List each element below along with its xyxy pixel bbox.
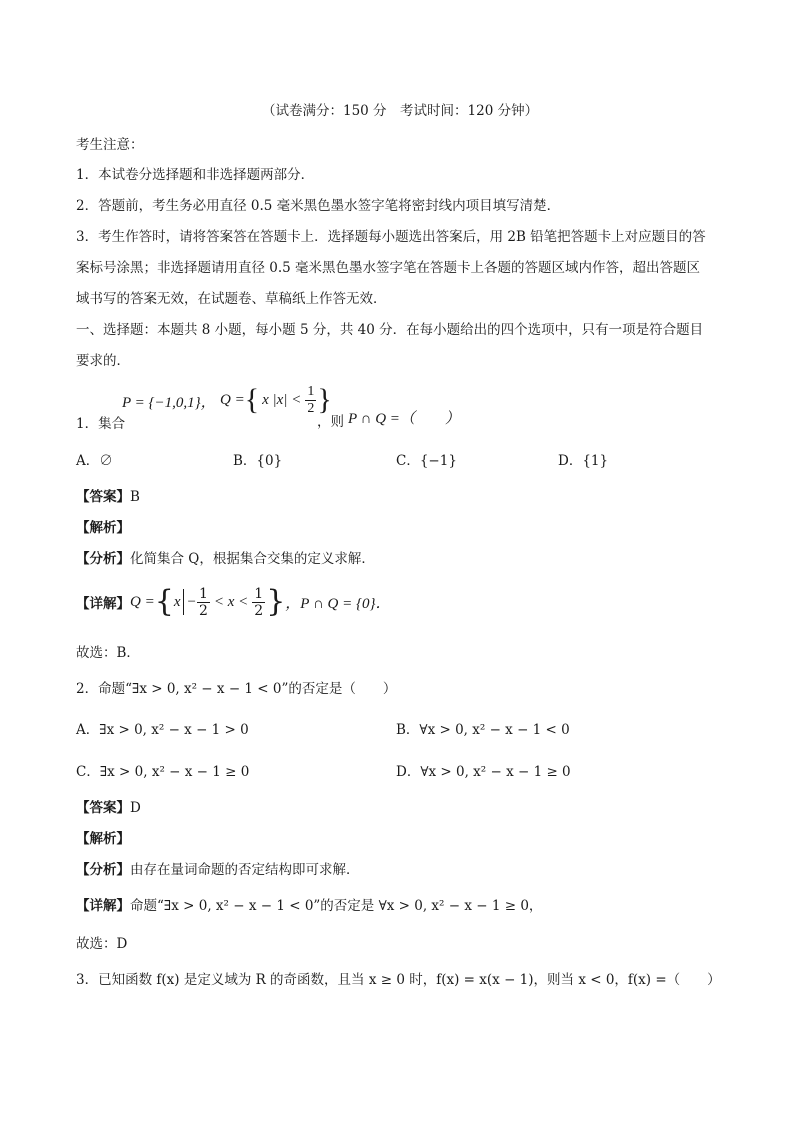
q1-detail-frac-2-num: 1	[254, 585, 264, 602]
q1-detail-q: Q =	[130, 593, 155, 610]
q1-detail-frac-2-den: 2	[254, 602, 264, 619]
q2-fenxi-tag: 【分析】	[76, 862, 130, 878]
q2-detail	[76, 894, 542, 914]
q1-set-q-left: Q =	[220, 391, 245, 408]
notice-item-2: 2．答题前，考生务必用直径 0.5 毫米黑色墨水签字笔将密封线内项目填写清楚．	[76, 198, 561, 214]
q1-frac-num: 1	[307, 383, 315, 399]
q1-detail-cond-mid: < x <	[213, 593, 249, 610]
q1-option-b: B．{0}	[233, 453, 283, 469]
q1-then: ，则	[317, 414, 344, 430]
q2-option-b: B．∀x > 0, x² − x − 1 < 0	[396, 722, 570, 738]
q1-frac-den: 2	[307, 400, 315, 416]
notice-item-3-cont: 案标号涂黑；非选择题请用直径 0.5 毫米黑色墨水签字笔在答题卡上各题的答题区域内作答，超出答题区	[76, 260, 701, 276]
q1-detail	[76, 578, 390, 626]
q2-option-a: A．∃x > 0, x² − x − 1 > 0	[76, 722, 249, 738]
q1-fenxi	[76, 547, 375, 567]
q1-option-c: C．{−1}	[396, 453, 457, 469]
q1-set-p: P = {−1,0,1}，	[122, 395, 216, 411]
q2-option-d: D．∀x > 0, x² − x − 1 ≥ 0	[396, 764, 571, 780]
q1-fenxi-text: 化简集合 Q，根据集合交集的定义求解．	[130, 551, 375, 567]
q2-analysis-tag: 【解析】	[76, 831, 130, 847]
q2-conclusion: 故选：D	[76, 936, 128, 952]
q1-answer-value: B	[130, 489, 140, 505]
q1-set-q-cond: x |x| <	[262, 391, 302, 408]
q1-detail-frac-1-num: 1	[198, 585, 208, 602]
q1-answer	[76, 485, 140, 505]
q2-fenxi-text: 由存在量词命题的否定结构即可求解．	[130, 862, 360, 878]
q1-number: 1．集合	[76, 416, 126, 432]
detail-right-brace-glyph: }	[266, 584, 286, 619]
q1-intersection: P ∩ Q =（ ）	[348, 411, 460, 427]
q1-option-a: A．∅	[76, 453, 113, 469]
detail-left-brace-glyph: {	[154, 584, 174, 619]
q2-answer	[76, 796, 141, 816]
q2-option-c: C．∃x > 0, x² − x − 1 ≥ 0	[76, 764, 250, 780]
q1-detail-frac-2	[252, 587, 265, 618]
section-heading-cont: 要求的．	[76, 353, 130, 369]
q1-detail-frac-1	[197, 587, 210, 618]
left-brace-glyph: {	[244, 383, 260, 416]
notice-item-1: 1．本试卷分选择题和非选择题两部分．	[76, 167, 315, 183]
q1-set-q	[220, 380, 332, 420]
q1-detail-result: ，P ∩ Q = {0}．	[285, 595, 391, 612]
notice-item-3-end: 域书写的答案无效，在试题卷、草稿纸上作答无效．	[76, 291, 387, 307]
section-heading: 一、选择题：本题共 8 小题，每小题 5 分，共 40 分．在每小题给出的四个选项中，只有一项是符合题目	[76, 322, 704, 338]
q1-answer-tag: 【答案】	[76, 489, 130, 505]
q2-answer-value: D	[130, 800, 141, 816]
q3-stem: 3．已知函数 f(x) 是定义域为 R 的奇函数，且当 x ≥ 0 时，f(x) = x(x − 1)，则当 x < 0，f(x) =（ ）	[76, 972, 721, 988]
q1-option-d: D．{1}	[558, 453, 609, 469]
q1-detail-tag: 【详解】	[76, 596, 130, 612]
notice-title: 考生注意：	[76, 137, 144, 153]
notice-item-3: 3．考生作答时，请将答案答在答题卡上．选择题每小题选出答案后，用 2B 铅笔把答题卡上对应题目的答	[76, 229, 706, 245]
q2-answer-tag: 【答案】	[76, 800, 130, 816]
q1-detail-minus: −	[187, 593, 196, 610]
q1-fraction	[305, 385, 316, 416]
q1-fenxi-tag: 【分析】	[76, 551, 130, 567]
q2-detail-tag: 【详解】	[76, 898, 130, 914]
q1-conclusion: 故选：B．	[76, 645, 140, 661]
q2-stem: 2．命题“∃x > 0, x² − x − 1 < 0”的否定是（ ）	[76, 681, 397, 697]
q1-detail-frac-1-den: 2	[198, 602, 208, 619]
q2-fenxi	[76, 858, 360, 878]
q1-analysis-tag: 【解析】	[76, 520, 130, 536]
q2-detail-text: 命题“∃x > 0, x² − x − 1 < 0”的否定是 ∀x > 0, x² − x − 1 ≥ 0，	[130, 898, 543, 914]
condition-bar	[183, 589, 184, 615]
right-brace-glyph: }	[317, 383, 332, 416]
exam-info: （试卷满分：150 分 考试时间：120 分钟）	[262, 103, 539, 119]
q1-detail-cond-left: x	[173, 593, 181, 610]
